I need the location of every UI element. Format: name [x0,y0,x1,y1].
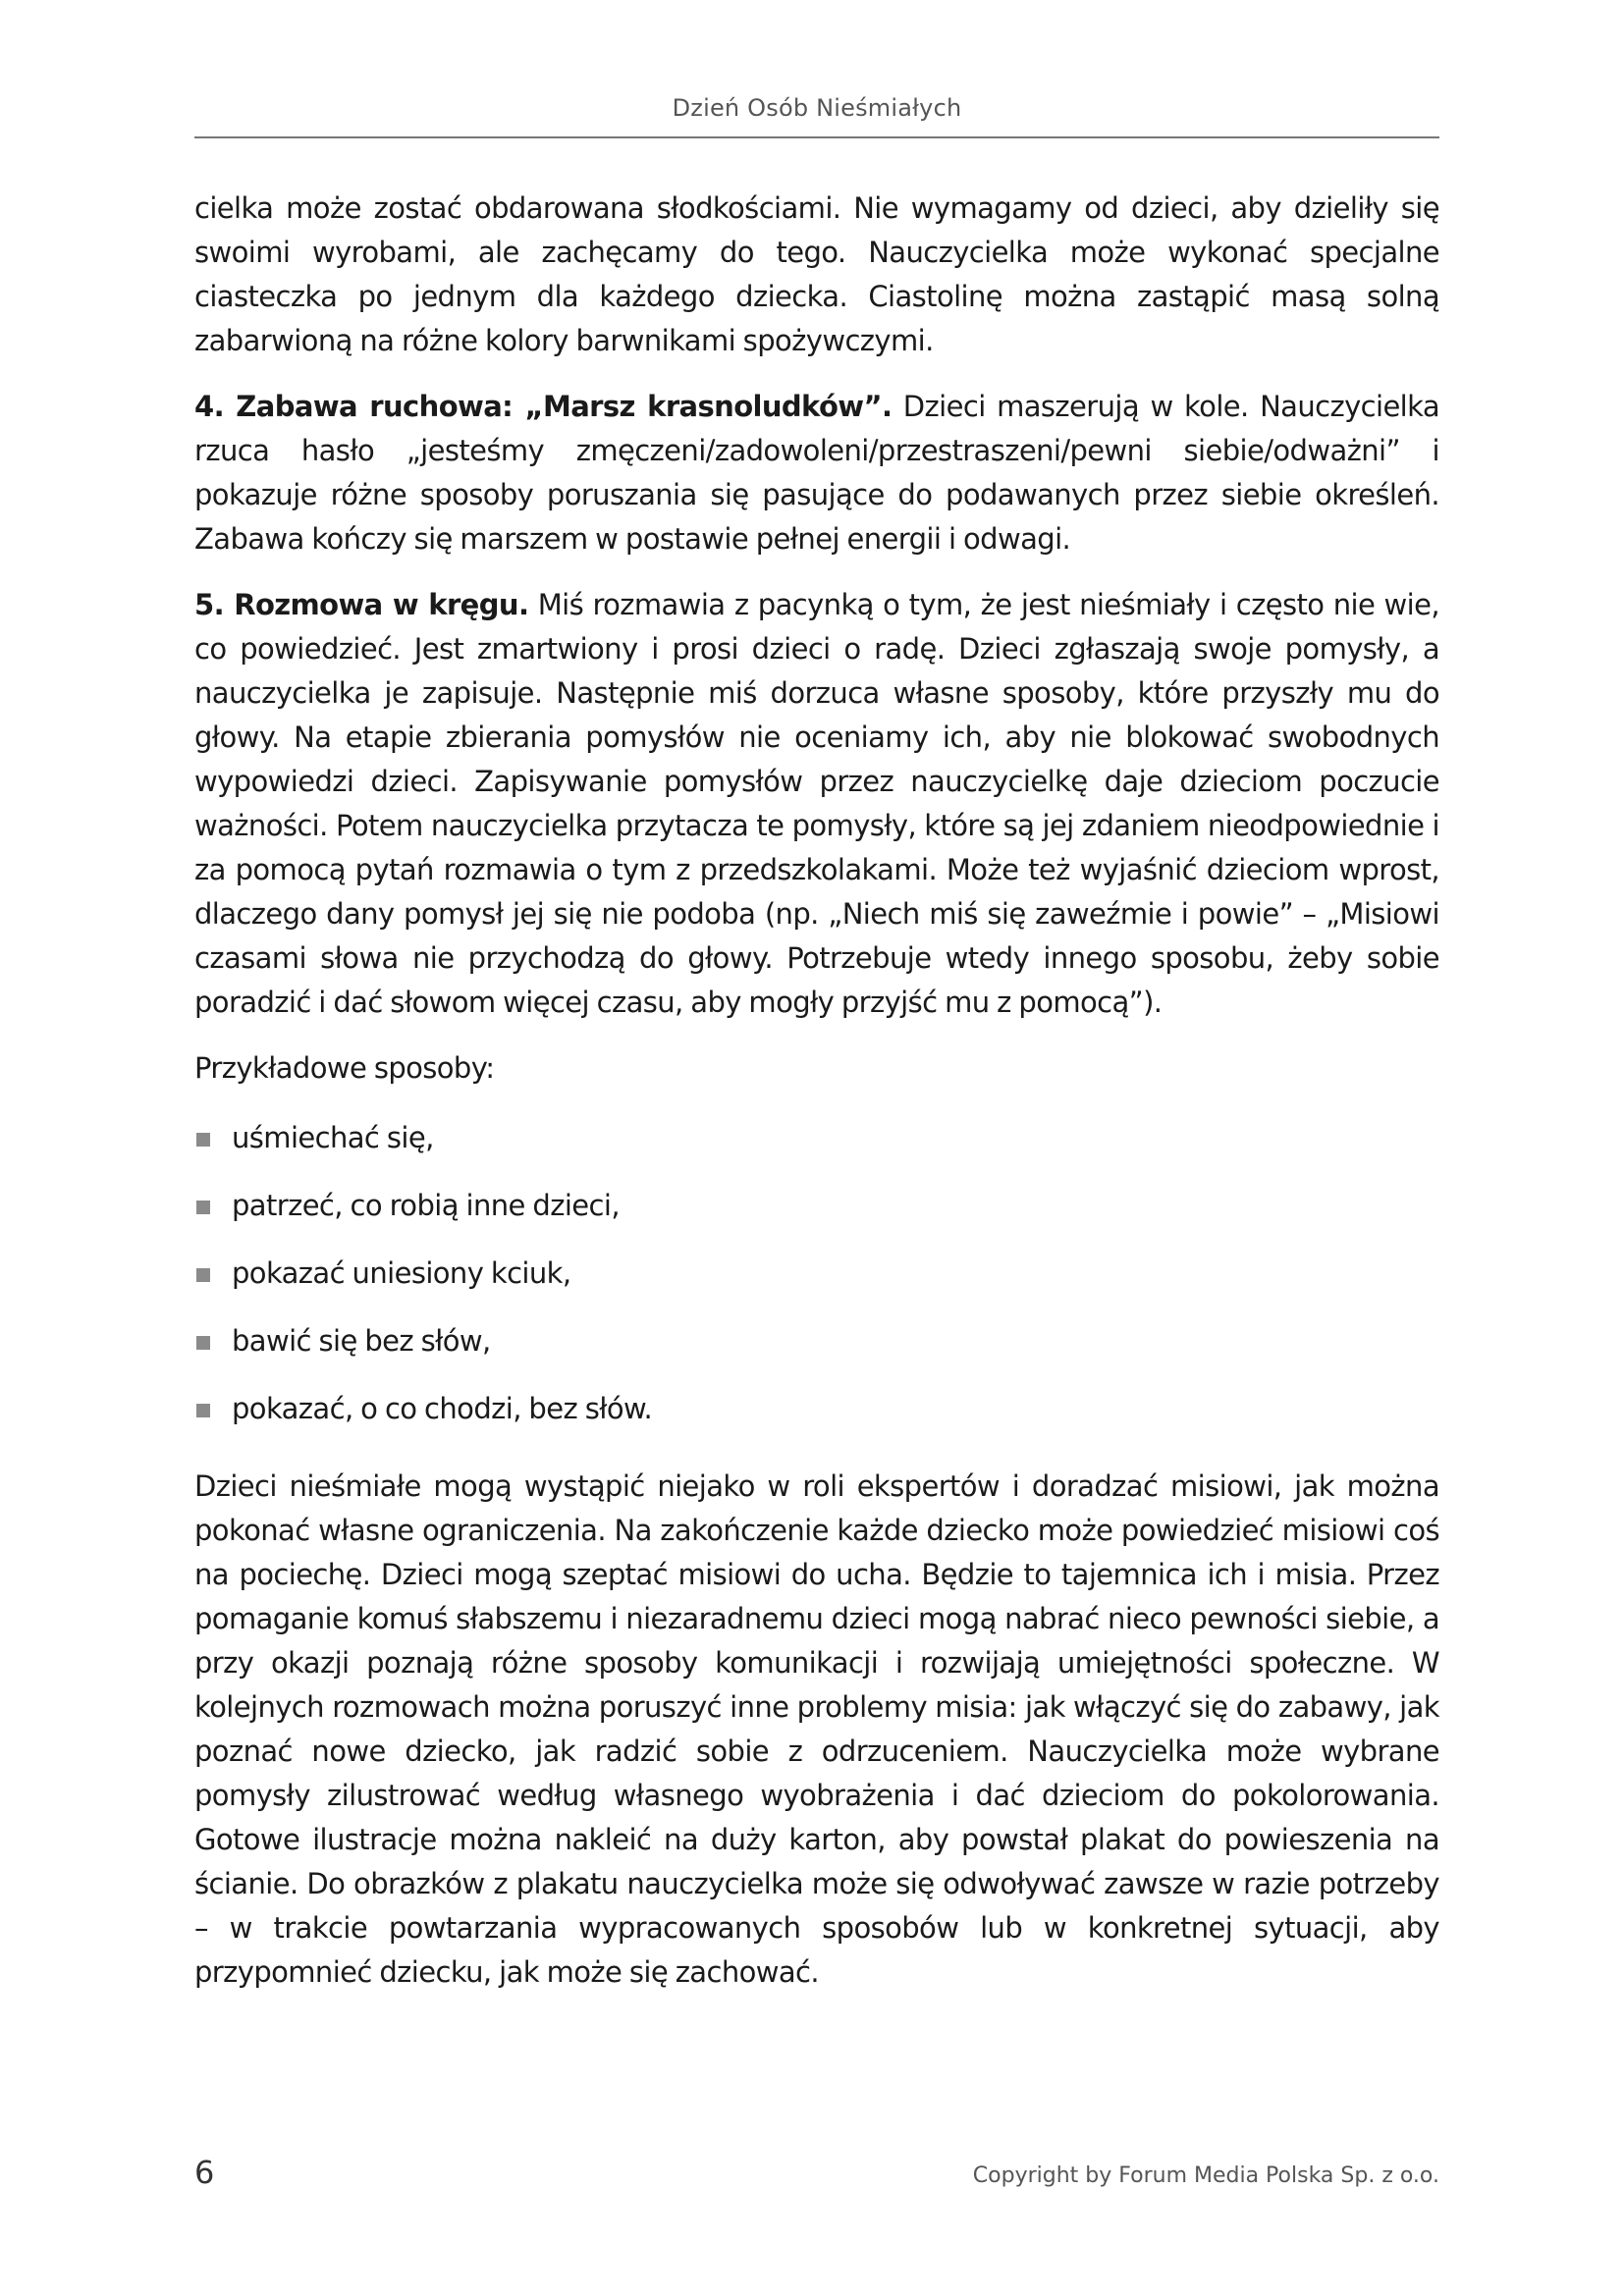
paragraph-continuation: cielka może zostać obdarowana słodkościami. Nie wymagamy od dzieci, aby dzieliły się swoimi wyrobami, ale zachęcamy do tego. Nauczycielka może wykonać specjalne ciasteczka po jednym dla każdego dziecka. Ciastolinę można zastąpić masą solną zabarwioną na różne kolory barwnikami spożywczymi. [194,191,1439,357]
section-5-heading: 5. Rozmowa w kręgu. [194,588,529,621]
page-number: 6 [194,2154,215,2191]
square-bullet-icon [196,1201,210,1214]
examples-list [194,1116,1439,1431]
header-divider [194,136,1439,138]
section-4-heading: 4. Zabawa ruchowa: „Marsz krasnoludków”. [194,390,893,423]
section-5-text: Miś rozmawia z pacynką o tym, że jest nieśmiały i często nie wie, co powiedzieć. Jest zmartwiony i prosi dzieci o radę. Dzieci zgłaszają swoje pomysły, a nauczycielka je zapisuje. Następnie miś dorzuca własne sposoby, które przyszły mu do głowy. Na etapie zbierania pomysłów nie oceniamy ich, aby nie blokować swobodnych wypowiedzi dzieci. Zapisywanie pomysłów przez nauczycielkę daje dzieciom poczucie ważności. Potem nauczycielka przytacza te pomysły, które są jej zdaniem nieodpowiednie i za pomocą pytań rozmawia o tym z przedszkolakami. Może też wyjaśnić dzieciom wprost, dlaczego dany pomysł jej się nie podoba (np. „Niech miś się zaweźmie i powie” – „Misiowi czasami słowa nie przychodzą do głowy. Potrzebuje wtedy innego sposobu, żeby sobie poradzić i dać słowom więcej czasu, aby mogły przyjść mu z pomocą”). [194,588,1439,1019]
list-item-text: uśmiechać się, [232,1121,434,1154]
closing-paragraph: Dzieci nieśmiałe mogą wystąpić niejako w roli ekspertów i doradzać misiowi, jak można pokonać własne ograniczenia. Na zakończenie każde dziecko może powiedzieć misiowi coś na pociechę. Dzieci mogą szeptać misiowi do ucha. Będzie to tajemnica ich i misia. Przez pomaganie komuś słabszemu i niezaradnemu dzieci mogą nabrać nieco pewności siebie, a przy okazji poznają różne sposoby komunikacji i rozwijają umiejętności społeczne. W kolejnych rozmowach można poruszyć inne problemy misia: jak włączyć się do zabawy, jak poznać nowe dziecko, jak radzić sobie z odrzuceniem. Nauczycielka może wybrane pomysły zilustrować według własnego wyobrażenia i dać dzieciom do pokolorowania. Gotowe ilustracje można nakleić na duży karton, aby powstał plakat do powieszenia na ścianie. Do obrazków z plakatu nauczycielka może się odwoływać zawsze w razie potrzeby – w trakcie powtarzania wypracowanych sposobów lub w konkretnej sytuacji, aby przypomnieć dziecku, jak może się zachować. [194,1469,1439,1989]
section-4-paragraph [194,385,1439,561]
list-item [194,1116,1439,1160]
list-item-text: pokazać uniesiony kciuk, [232,1256,571,1290]
list-item [194,1319,1439,1363]
section-5-paragraph [194,583,1439,1025]
list-item [194,1184,1439,1228]
square-bullet-icon [196,1404,210,1417]
page-content [194,187,1439,2016]
copyright-notice: Copyright by Forum Media Polska Sp. z o.o. [972,2163,1439,2188]
examples-intro: Przykładowe sposoby: [194,1051,495,1085]
running-header: Dzień Osób Nieśmiałych [672,94,962,122]
square-bullet-icon [196,1133,210,1147]
square-bullet-icon [196,1336,210,1350]
list-item [194,1252,1439,1296]
square-bullet-icon [196,1268,210,1282]
list-item-text: pokazać, o co chodzi, bez słów. [232,1392,653,1425]
list-item-text: patrzeć, co robią inne dzieci, [232,1189,620,1222]
list-item [194,1387,1439,1431]
list-item-text: bawić się bez słów, [232,1324,491,1358]
section-4-text: Dzieci maszerują w kole. Nauczycielka rzuca hasło „jesteśmy zmęczeni/zadowoleni/przestraszeni/pewni siebie/odważni” i pokazuje różne sposoby poruszania się pasujące do podawanych przez siebie określeń. Zabawa kończy się marszem w postawie pełnej energii i odwagi. [194,390,1439,556]
